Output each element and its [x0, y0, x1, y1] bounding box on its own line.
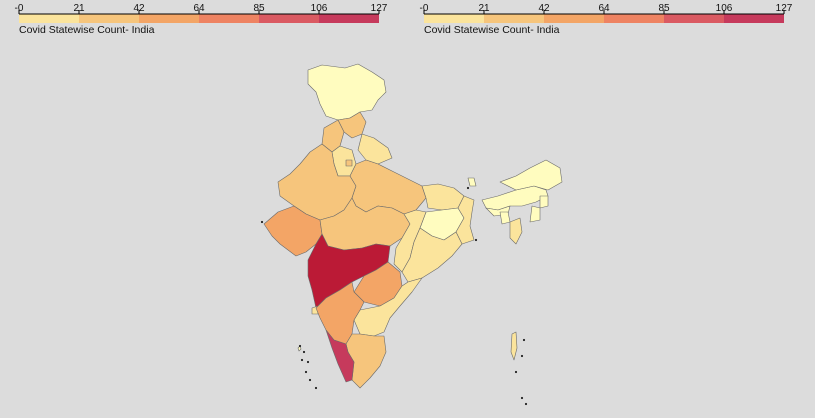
state-tripura[interactable] — [500, 212, 510, 224]
legend-tick-label: 85 — [253, 3, 265, 14]
legend-tick-label: 106 — [715, 3, 733, 14]
island-dot — [525, 403, 527, 405]
state-bihar[interactable] — [422, 184, 464, 210]
state-delhi[interactable] — [346, 160, 352, 166]
legend-tick-label: 21 — [478, 3, 490, 14]
island-dot — [301, 359, 303, 361]
legend-tick-label: 127 — [370, 3, 388, 14]
island-dot — [515, 371, 517, 373]
island-dot — [261, 221, 263, 223]
legend-tick-label: 127 — [775, 3, 793, 14]
state-sikkim[interactable] — [468, 178, 476, 186]
island-dot — [521, 355, 523, 357]
island-dot — [521, 397, 523, 399]
legend-tick-label: 64 — [598, 3, 610, 14]
island-dot — [307, 361, 309, 363]
island-dot — [467, 187, 469, 189]
state-nagaland[interactable] — [540, 196, 548, 208]
legend-tick-label: 106 — [310, 3, 328, 14]
state-uttar-pradesh[interactable] — [350, 160, 426, 214]
legend-tick-label: 64 — [193, 3, 205, 14]
legend-title: Covid Statewise Count- India — [424, 24, 560, 36]
island-dot — [305, 371, 307, 373]
island-dot — [315, 387, 317, 389]
state-mizoram[interactable] — [510, 218, 522, 244]
state-manipur[interactable] — [530, 206, 540, 222]
state-andaman-and-nicobar-islands[interactable] — [511, 332, 517, 360]
legend-tick-label: 42 — [133, 3, 145, 14]
island-dot — [523, 339, 525, 341]
island-dot — [303, 351, 305, 353]
state-jammu-and-kashmir[interactable] — [308, 64, 386, 120]
legend-tick-label: -0 — [14, 3, 24, 14]
island-dot — [309, 379, 311, 381]
island-dot — [475, 239, 477, 241]
island-dot — [299, 345, 301, 347]
legend-title: Covid Statewise Count- India — [19, 24, 155, 36]
legend-tick-label: 85 — [658, 3, 670, 14]
legend-tick-label: 21 — [73, 3, 85, 14]
state-arunachal-pradesh[interactable] — [500, 160, 562, 190]
legend-tick-label: 42 — [538, 3, 550, 14]
legend-tick-label: -0 — [419, 3, 429, 14]
state-uttarakhand[interactable] — [358, 134, 392, 164]
